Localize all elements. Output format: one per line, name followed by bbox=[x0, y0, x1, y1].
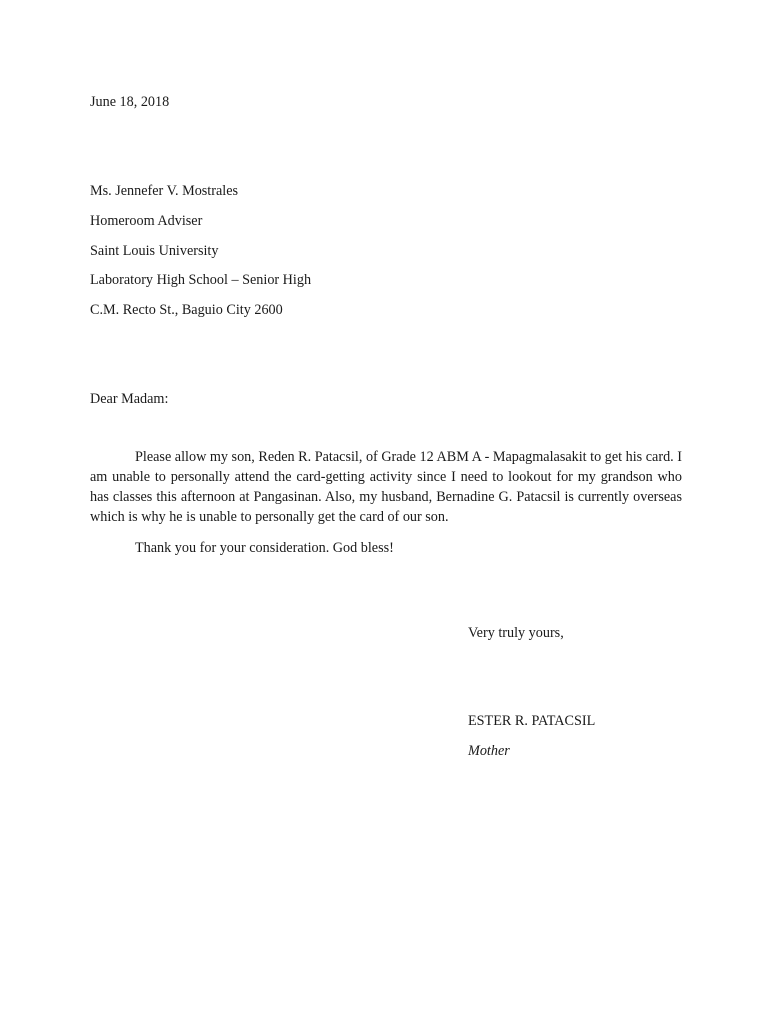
recipient-department: Laboratory High School – Senior High bbox=[90, 272, 312, 288]
complimentary-closing: Very truly yours, bbox=[468, 625, 564, 641]
recipient-position: Homeroom Adviser bbox=[90, 213, 203, 229]
letter-date: June 18, 2018 bbox=[90, 94, 170, 110]
salutation: Dear Madam: bbox=[90, 391, 169, 407]
body-paragraph-1: Please allow my son, Reden R. Patacsil, of Grade 12 ABM A - Mapagmalasakit to get his card. I am unable to personally attend the card-getting activity since I need to lookout for my grandson who has classes this afternoon at Pangasinan. Also, my husband, Bernadine G. Patacsil is currently overseas which is why he is unable to personally get the card of our son. bbox=[90, 449, 682, 525]
recipient-name: Ms. Jennefer V. Mostrales bbox=[90, 183, 239, 199]
signer-title: Mother bbox=[468, 743, 510, 759]
recipient-address: C.M. Recto St., Baguio City 2600 bbox=[90, 302, 283, 318]
signer-name: ESTER R. PATACSIL bbox=[468, 713, 596, 729]
recipient-institution: Saint Louis University bbox=[90, 243, 219, 259]
body-paragraph-2: Thank you for your consideration. God bless! bbox=[135, 540, 394, 556]
